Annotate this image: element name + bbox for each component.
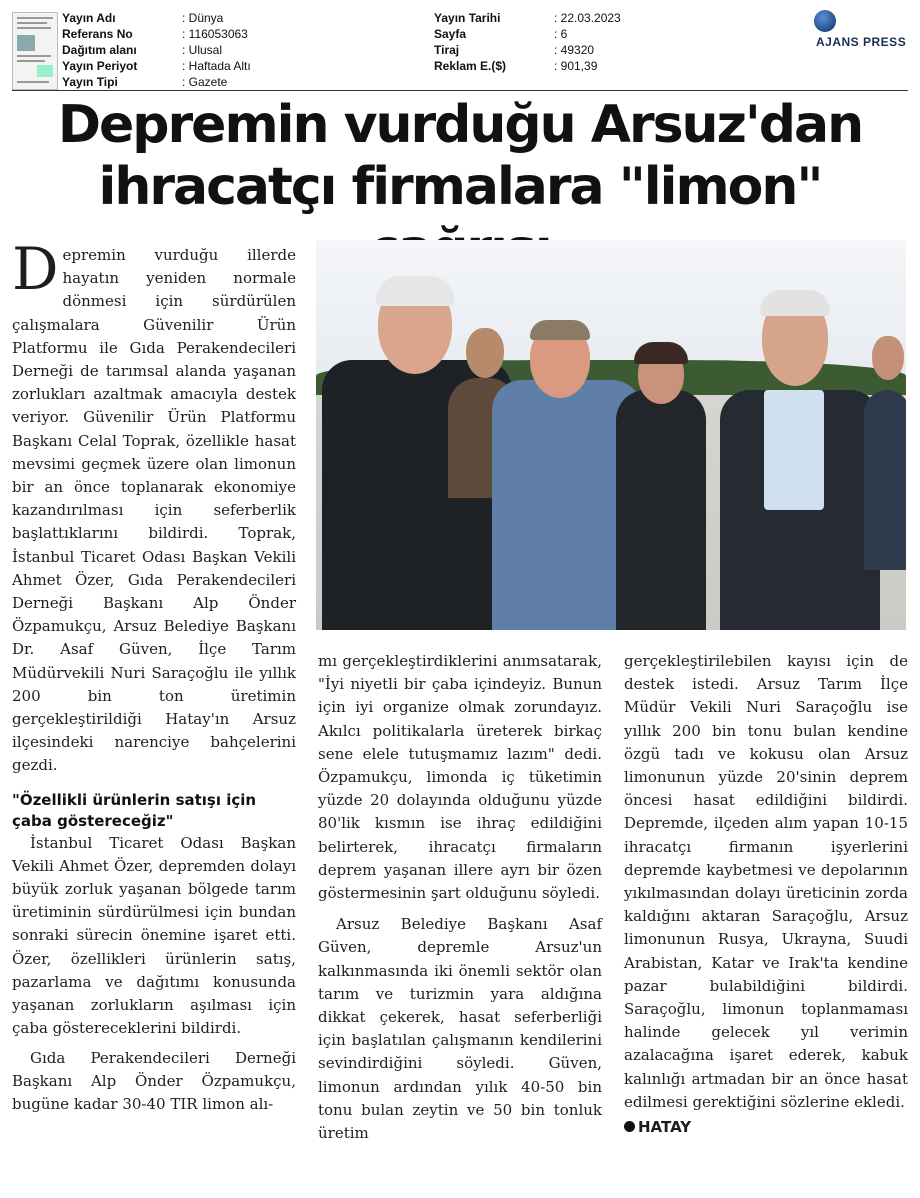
drop-cap: D [12,235,59,303]
meta-value: : 6 [554,27,568,41]
article-column-3 [624,650,908,1139]
publication-meta-left [62,10,251,90]
header-divider [12,90,908,91]
meta-value: : Gazete [182,75,228,89]
article-paragraph: İstanbul Ticaret Odası Başkan Vekili Ahmet Özer, depremden dolayı büyük zorluk yaşanan bölgede tarım üretiminin sürdürülmesi için bundan sonraki sürecin önemine işaret etti. Özer, özellikleri ürünlerin satış, pazarlama ve dağıtımı konusunda yaşanan zorlukların aşılması için çaba göstereceklerini bildirdi. [12,833,296,1038]
article-paragraph: Arsuz Belediye Başkanı Asaf Güven, depremle Arsuz'un kalkınmasında iki önemli sektör olan tarım ve turizmin yara aldığına dikkat çekerek, hasat seferberliği için başlatılan çalışmanın kendilerini sevindirdiğini söyledi. Güven, limonun ardından yılık 40-50 bin tonu bulan zeytin ve 50 bin tonluk üretim [318,915,602,1143]
meta-label: Tiraj [434,43,460,57]
article-paragraph: mı gerçekleştirdiklerini anımsatarak, "İyi niyetli bir çaba içindeyiz. Bunun için iyi organize olmak zorundayız. Akılcı politikalarla üreterek birkaç sene elele tutuşmamız lazım" dedi. Özpamukçu, limonda iç tüketimin yüzde 20 dolayında olduğunu yüzde 80'lik kısmın ise ihraç edildiğini belirterek, ihracatçı firmaların deprem yaşanan illere ayrı bir özen göstermesinin şart olduğunu söyledi. [318,652,602,903]
meta-row [62,10,251,26]
meta-row [62,58,251,74]
meta-value: : Haftada Altı [182,59,251,73]
signoff-location: HATAY [638,1118,692,1137]
logo-text: AJANS PRESS [816,35,907,49]
meta-row [434,26,621,42]
article-column-2 [318,650,602,1145]
ajans-press-logo [814,10,910,50]
meta-value: : 22.03.2023 [554,11,621,25]
publication-meta-right [434,10,621,74]
article-photo [316,240,906,630]
meta-label: Yayın Tarihi [434,11,501,25]
meta-row [62,74,251,90]
meta-label: Reklam E.($) [434,59,507,73]
article-intro-text: epremin vurduğu illerde hayatın yeniden normale dönmesi için sürdürülen çalışmalara Güvenilir Ürün Platformu ile Gıda Perakendecileri Derneği de tarımsal alanda yaşanan zorlukları azaltmak amacıyla destek veriyor. Güvenilir Ürün Platformu Başkanı Celal Toprak, özellikle hasat mevsimi geçmek üzere olan limonun bir an önce toplanarak ekonomiye kazandırılması için seferberlik başlattıklarını bildirdi. Toprak, İstanbul Ticaret Odası Başkan Vekili Ahmet Özer, Gıda Perakendecileri Derneği Başkanı Alp Önder Özpamukçu, Arsuz Belediye Başkanı Dr. Asaf Güven, İlçe Tarım Müdürvekili Nuri Saraçoğlu ile yıllık 200 bin ton üretimin gerçekleştirildiği Hatay'ın Arsuz ilçesindeki narenciye bahçelerini gezdi. [12,246,296,775]
headline-line-1: Depremin vurduğu Arsuz'dan [57,95,863,155]
article-paragraph: Gıda Perakendecileri Derneği Başkanı Alp Önder Özpamukçu, bugüne kadar 30-40 TIR limon alı- [12,1048,296,1113]
meta-label: Yayın Periyot [62,59,138,73]
meta-value: : Dünya [182,11,224,25]
meta-value: : 901,39 [554,59,598,73]
meta-label: Sayfa [434,27,467,41]
meta-row [434,10,621,26]
page-thumbnail[interactable] [12,12,58,90]
article-column-1 [12,235,296,1116]
meta-value: : Ulusal [182,43,223,57]
meta-label: Dağıtım alanı [62,43,137,57]
article-subheading: "Özellikli ürünlerin satışı için çaba göstereceğiz" [12,790,257,830]
meta-row [62,26,251,42]
meta-label: Yayın Adı [62,11,116,25]
meta-row [434,58,621,74]
meta-row [434,42,621,58]
article-signoff [624,1116,908,1139]
meta-value: : 49320 [554,43,595,57]
article-paragraph: gerçekleştirilebilen kayısı için de destek istedi. Arsuz Tarım İlçe Müdür Vekili Nuri Saraçoğlu ise yıllık 200 bin tonu bulan kendine özgü tadı ve kokusu olan Arsuz limonunun yüzde 20'sinin deprem öncesi hasat edildiğini bildirdi. Depremde, ilçeden alım yapan 10-15 ihracatçı firmanın işyerlerini depremde kaybetmesi ve depolarının yıkılmasından dolayı üreticinin zorda kaldığını aktaran Saraçoğlu, Arsuz limonunun Rusya, Ukrayna, Suudi Arabistan, Katar ve Irak'ta kendine pazar bulabildiğini bildirdi. Saraçoğlu, limonun toplanmaması halinde gelecek yıl verimin azalacağına işaret ederek, kabuk kalınlığı artmadan bir an önce hasat edilmesi gerektiğini sözlerine ekledi. [624,652,908,1111]
bullet-dot-icon [624,1121,635,1132]
logo-globe-icon [814,10,836,32]
clipping-header [0,0,920,90]
article-paragraph [12,235,296,778]
meta-value: : 116053063 [182,27,248,41]
meta-label: Referans No [62,27,133,41]
headline-line-2: ihracatçı firmalara "limon" [98,157,822,217]
meta-label: Yayın Tipi [62,75,118,89]
meta-row [62,42,251,58]
